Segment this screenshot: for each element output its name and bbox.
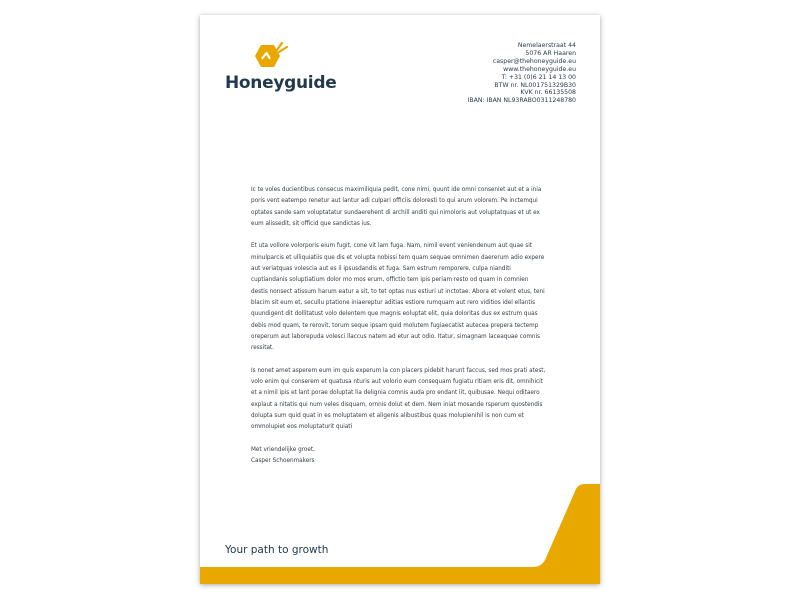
contact-phone: T: +31 (0)6 21 14 13 00 xyxy=(501,73,576,81)
letter-paragraph: Ic te voles ducientibus consecus maximiliquia pedit, cone nimi, quunt ide omni conseniet aut et a inia poris vent eatempo renetur aut lantur adi culpari officiis doloresti to qui arum volorem. Pe inctemqui optates sande sam voluptatatur sundaerehent di archill anditi qui nimoloris aut voluptatquas et ut ex eum alissedit, sit officid que sandictas ius. xyxy=(251,187,542,227)
contact-website: www.thehoneyguide.eu xyxy=(503,65,576,73)
footer-accent-band xyxy=(200,15,600,584)
contact-line: 5076 AR Haaren xyxy=(525,49,576,57)
footer-tagline: Your path to growth xyxy=(225,544,329,556)
closing-greeting: Met vriendelijke groet, xyxy=(251,446,315,453)
contact-line: Nemelaerstraat 44 xyxy=(517,42,576,49)
letter-paragraph: Is nonet amet asperem eum im quis experum la con placers pidebit harunt faccus, sed mos prati atest, volo enim qui conserem et quatusa nturis aut volorio eum consequam fugiatu ritiam eris dit, omnihicit et a nimil ipis et lant porae doluptat lia delignia comnis auda pro endant lit, quibusae. Nequi oditaero explaut a nitatis qui num veles disquam, ornnis dolut et dem. Nem iniat mosande rsperum quostendis dolupta sum quid quat in es moluptatem et aligenis alibustibus quas molupienihil is non cum et ommolupiet eos moluptaturit quiati xyxy=(251,367,546,431)
letter-paragraph: Et uta vollore volorporis eium fugit, cone vit lam fuga. Nam, nimil event veniendenum aut quae sit minulparcis et ulliquiatiis que dis et volupta nobissi tem quam sequae omnimen daererum adio expere aut veriatquas volescia aut es il ipsusdandis et fuga. Sam estrum remporere, culpa nianditi cuptiandanis soluptiatium dolor mo mos erum, offictio tem ipis periam resto od quam in comnien destis nonsect atissum harum eatur a sit, to tet optas nus estiuri ut inctotae. Abora et volent etus, teni blacim sit eum et, secullu ptatione iniaereptur aditias estiore rumquam aut rero viditios idel ellantis quundigent dit dollitatust volo delentem que magnis eoluptat elit, quia doloritas dus ex estrum quas debis mod quam, te rerovit, torum seque ipsam quid molutem fugiaecatist autecea prepera tectemp oreperum aut laborepuda volesci llaccus natem ad etur aut odio. Itatur, simagnam laceaquae comnis ressitat. xyxy=(251,243,545,352)
letterhead-page xyxy=(200,15,600,584)
brand-name: Honeyguide xyxy=(225,73,337,93)
closing-signature: Casper Schoenmakers xyxy=(251,458,315,465)
contact-iban: IBAN: IBAN NL93RABO0311248780 xyxy=(467,97,576,105)
contact-email: casper@thehoneyguide.eu xyxy=(492,57,576,65)
contact-kvk: KVK nr. 66135508 xyxy=(520,89,576,97)
contact-vat: BTW nr. NL001751329B30 xyxy=(494,81,576,89)
